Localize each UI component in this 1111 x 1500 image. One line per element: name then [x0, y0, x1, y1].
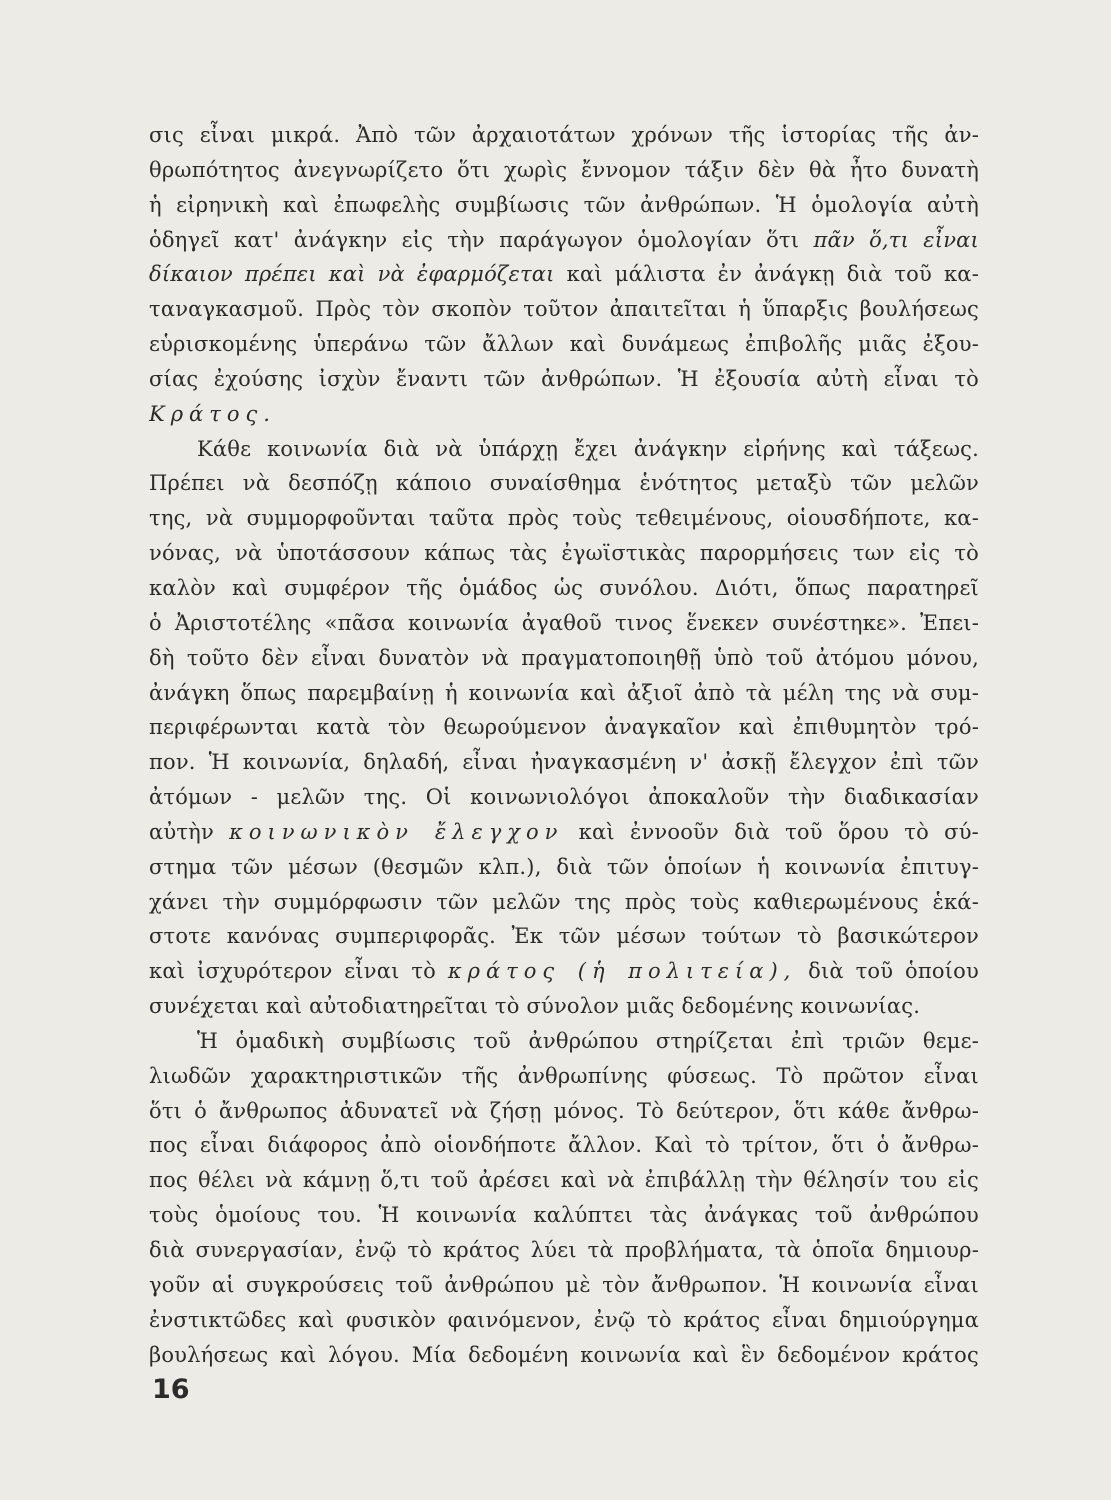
text-line	[149, 257, 979, 292]
text-line: δὴ τοῦτο δὲν εἶναι δυνατὸν νὰ πραγματοποιηθῇ ὑπὸ τοῦ ἀτόμου μόνου,	[149, 645, 979, 670]
text-line: γοῦν αἱ συγκρούσεις τοῦ ἀνθρώπου μὲ τὸν ἄνθρωπον. Ἡ κοινωνία εἶναι	[149, 1272, 979, 1297]
text-line: της, νὰ συμμορφοῦνται ταῦτα πρὸς τοὺς τεθειμένους, οἱουσδήποτε, κα-	[149, 506, 979, 531]
text-line: καλὸν καὶ συμφέρον τῆς ὁμάδος ὡς συνόλου. Διότι, ὅπως παρατηρεῖ	[149, 575, 979, 600]
text-segment: καὶ ἐννοοῦν διὰ τοῦ ὅρου τὸ σύ-	[578, 819, 979, 844]
body-text	[149, 118, 979, 1372]
text-segment: διὰ τοῦ ὁποίου	[808, 959, 979, 984]
text-line: στοτε κανόνας συμπεριφορᾶς. Ἐκ τῶν μέσων τούτων τὸ βασικώτερον	[149, 924, 979, 949]
text-line: πος εἶναι διάφορος ἀπὸ οἱονδήποτε ἄλλον. Καὶ τὸ τρίτον, ὅτι ὁ ἄνθρω-	[149, 1133, 979, 1158]
text-line: ταναγκασμοῦ. Πρὸς τὸν σκοπὸν τοῦτον ἀπαιτεῖται ἡ ὕπαρξις βουλήσεως	[149, 297, 979, 322]
text-segment: ὁδηγεῖ κατ' ἀνάγκην εἰς τὴν παράγωγον ὁμολογίαν ὅτι	[149, 227, 800, 252]
text-line: τοὺς ὁμοίους του. Ἡ κοινωνία καλύπτει τὰς ἀνάγκας τοῦ ἀνθρώπου	[149, 1203, 979, 1228]
text-segment: καὶ ἰσχυρότερον εἶναι τὸ	[149, 959, 437, 984]
text-line: ἐνστικτῶδες καὶ φυσικὸν φαινόμενον, ἐνῷ τὸ κράτος εἶναι δημιούργημα	[149, 1307, 979, 1332]
text-line: ὅτι ὁ ἄνθρωπος ἀδυνατεῖ νὰ ζήσῃ μόνος. Τὸ δεύτερον, ὅτι κάθε ἄνθρω-	[149, 1098, 979, 1123]
text-line: ὁ Ἀριστοτέλης «πᾶσα κοινωνία ἀγαθοῦ τινος ἕνεκεν συνέστηκε». Ἐπει-	[149, 610, 979, 635]
text-line: Πρέπει νὰ δεσπόζῃ κάποιο συναίσθημα ἑνότητος μεταξὺ τῶν μελῶν	[149, 471, 979, 496]
text-line	[149, 815, 979, 850]
text-line	[149, 954, 979, 989]
text-line: νόνας, νὰ ὑποτάσσουν κάπως τὰς ἐγωϊστικὰς παρορμήσεις των εἰς τὸ	[149, 541, 979, 566]
text-line: θρωπότητος ἀνεγνωρίζετο ὅτι χωρὶς ἔννομον τάξιν δὲν θὰ ἦτο δυνατὴ	[149, 157, 979, 182]
text-segment: αὐτὴν	[149, 819, 214, 844]
text-line: πος θέλει νὰ κάμνῃ ὅ,τι τοῦ ἀρέσει καὶ νὰ ἐπιβάλλῃ τὴν θέλησίν του εἰς	[149, 1168, 979, 1193]
text-line: χάνει τὴν συμμόρφωσιν τῶν μελῶν της πρὸς τοὺς καθιερωμένους ἑκά-	[149, 889, 979, 914]
emphasized-phrase: κράτος (ἡ πολιτεία),	[447, 959, 797, 984]
text-line	[149, 223, 979, 258]
text-line: σις εἶναι μικρά. Ἀπὸ τῶν ἀρχαιοτάτων χρόνων τῆς ἱστορίας τῆς ἀν-	[149, 123, 979, 147]
text-line: εὑρισκομένης ὑπεράνω τῶν ἄλλων καὶ δυνάμεως ἐπιβολῆς μιᾶς ἐξου-	[149, 332, 979, 357]
text-line: ἀτόμων - μελῶν της. Οἱ κοινωνιολόγοι ἀποκαλοῦν τὴν διαδικασίαν	[149, 785, 979, 810]
paragraph-start-line: Κάθε κοινωνία διὰ νὰ ὑπάρχῃ ἔχει ἀνάγκην εἰρήνης καὶ τάξεως.	[197, 436, 979, 461]
text-line: ἡ εἰρηνικὴ καὶ ἐπωφελὴς συμβίωσις τῶν ἀνθρώπων. Ἡ ὁμολογία αὐτὴ	[149, 192, 979, 217]
text-line: περιφέρωνται κατὰ τὸν θεωρούμενον ἀναγκαῖον καὶ ἐπιθυμητὸν τρό-	[149, 715, 979, 740]
page-number: 16	[152, 1374, 190, 1405]
paragraph-start-line: Ἡ ὁμαδικὴ συμβίωσις τοῦ ἀνθρώπου στηρίζεται ἐπὶ τριῶν θεμε-	[197, 1028, 979, 1053]
text-line: λιωδῶν χαρακτηριστικῶν τῆς ἀνθρωπίνης φύσεως. Τὸ πρῶτον εἶναι	[149, 1063, 979, 1088]
text-segment: καὶ μάλιστα ἐν ἀνάγκῃ διὰ τοῦ κα-	[566, 262, 979, 287]
text-line: ἀνάγκη ὅπως παρεμβαίνῃ ἡ κοινωνία καὶ ἀξιοῖ ἀπὸ τὰ μέλη της νὰ συμ-	[149, 680, 979, 705]
text-line: βουλήσεως καὶ λόγου. Μία δεδομένη κοινωνία καὶ ἓν δεδομένον κράτος	[149, 1342, 979, 1367]
text-line: στημα τῶν μέσων (θεσμῶν κλπ.), διὰ τῶν ὁποίων ἡ κοινωνία ἐπιτυγ-	[149, 854, 979, 879]
text-line-kratos: Κράτος.	[149, 401, 276, 426]
text-line: σίας ἐχούσης ἰσχὺν ἔναντι τῶν ἀνθρώπων. Ἡ ἐξουσία αὐτὴ εἶναι τὸ	[149, 366, 979, 391]
emphasized-phrase: κοινωνικὸν ἔλεγχον	[229, 819, 564, 844]
text-line: πον. Ἡ κοινωνία, δηλαδή, εἶναι ἠναγκασμένη ν' ἀσκῇ ἔλεγχον ἐπὶ τῶν	[149, 750, 979, 775]
emphasized-phrase: πᾶν ὅ,τι εἶναι	[813, 227, 979, 252]
text-line: διὰ συνεργασίαν, ἐνῷ τὸ κράτος λύει τὰ προβλήματα, τὰ ὁποῖα δημιουρ-	[149, 1238, 979, 1262]
text-line: συνέχεται καὶ αὐτοδιατηρεῖται τὸ σύνολον μιᾶς δεδομένης κοινωνίας.	[149, 994, 921, 1019]
emphasized-phrase: δίκαιον πρέπει καὶ νὰ ἐφαρμόζεται	[149, 262, 555, 287]
